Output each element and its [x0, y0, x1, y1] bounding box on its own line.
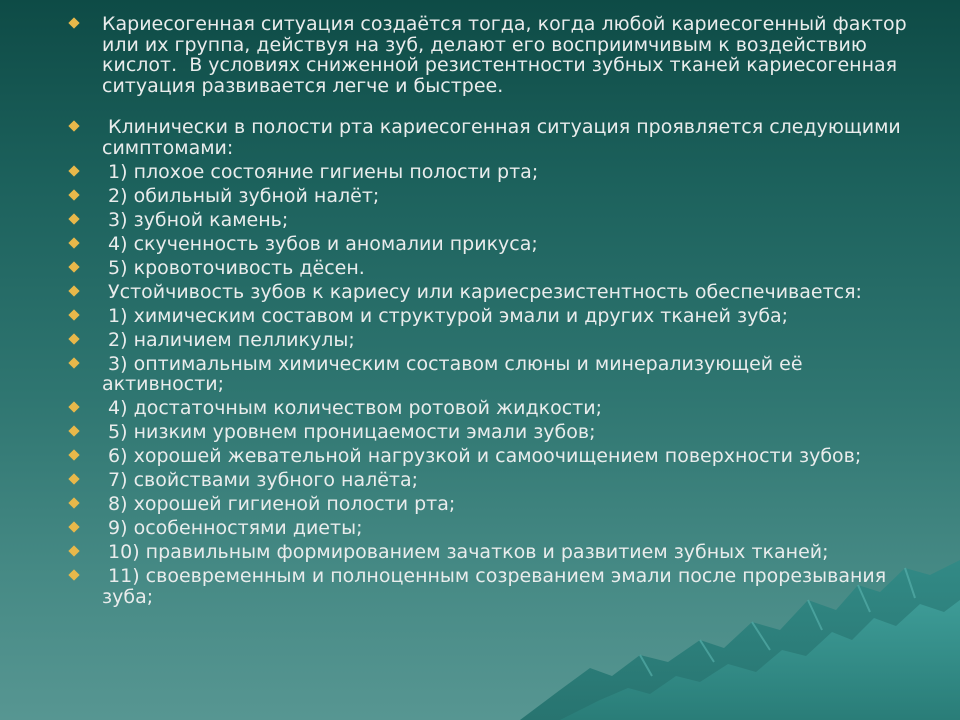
list-item: 3) зубной камень; [68, 210, 918, 231]
diamond-bullet-icon [68, 17, 79, 28]
list-item: 5) низким уровнем проницаемости эмали зубов; [68, 422, 918, 443]
list-item: 8) хорошей гигиеной полости рта; [68, 494, 918, 515]
diamond-bullet-icon [68, 213, 79, 224]
diamond-bullet-icon [68, 333, 79, 344]
list-item: 10) правильным формированием зачатков и развитием зубных тканей; [68, 542, 918, 563]
list-item: 4) достаточным количеством ротовой жидкости; [68, 398, 918, 419]
list-item: 3) оптимальным химическим составом слюны и минерализующей её активности; [68, 354, 918, 395]
list-item: 5) кровоточивость дёсен. [68, 258, 918, 279]
list-item: Кариесогенная ситуация создаётся тогда, когда любой кариесогенный фактор или их группа, действуя на зуб, делают его восприимчивым к воздействию кислот. В условиях сниженной резистентности зубных тканей кариесогенная ситуация развивается легче и быстрее. [68, 14, 918, 96]
list-item: 1) плохое состояние гигиены полости рта; [68, 162, 918, 183]
diamond-bullet-icon [68, 545, 79, 556]
diamond-bullet-icon [68, 309, 79, 320]
diamond-bullet-icon [68, 189, 79, 200]
diamond-bullet-icon [68, 120, 79, 131]
diamond-bullet-icon [68, 401, 79, 412]
list-item: Клинически в полости рта кариесогенная ситуация проявляется следующими симптомами: [68, 117, 918, 158]
diamond-bullet-icon [68, 261, 79, 272]
diamond-bullet-icon [68, 357, 79, 368]
list-item: 9) особенностями диеты; [68, 518, 918, 539]
list-item: 4) скученность зубов и аномалии прикуса; [68, 234, 918, 255]
list-item: 11) своевременным и полноценным созреванием эмали после прорезывания зуба; [68, 566, 918, 607]
list-item: 7) свойствами зубного налёта; [68, 470, 918, 491]
diamond-bullet-icon [68, 449, 79, 460]
list-item: Устойчивость зубов к кариесу или кариесрезистентность обеспечивается: [68, 282, 918, 303]
diamond-bullet-icon [68, 521, 79, 532]
diamond-bullet-icon [68, 569, 79, 580]
list-item: 1) химическим составом и структурой эмали и других тканей зуба; [68, 306, 918, 327]
diamond-bullet-icon [68, 425, 79, 436]
diamond-bullet-icon [68, 285, 79, 296]
diamond-bullet-icon [68, 237, 79, 248]
list-item: 2) обильный зубной налёт; [68, 186, 918, 207]
list-item: 2) наличием пелликулы; [68, 330, 918, 351]
diamond-bullet-icon [68, 165, 79, 176]
diamond-bullet-icon [68, 473, 79, 484]
list-item: 6) хорошей жевательной нагрузкой и самоочищением поверхности зубов; [68, 446, 918, 467]
bullet-list [68, 14, 918, 607]
slide-content [68, 14, 918, 611]
diamond-bullet-icon [68, 497, 79, 508]
